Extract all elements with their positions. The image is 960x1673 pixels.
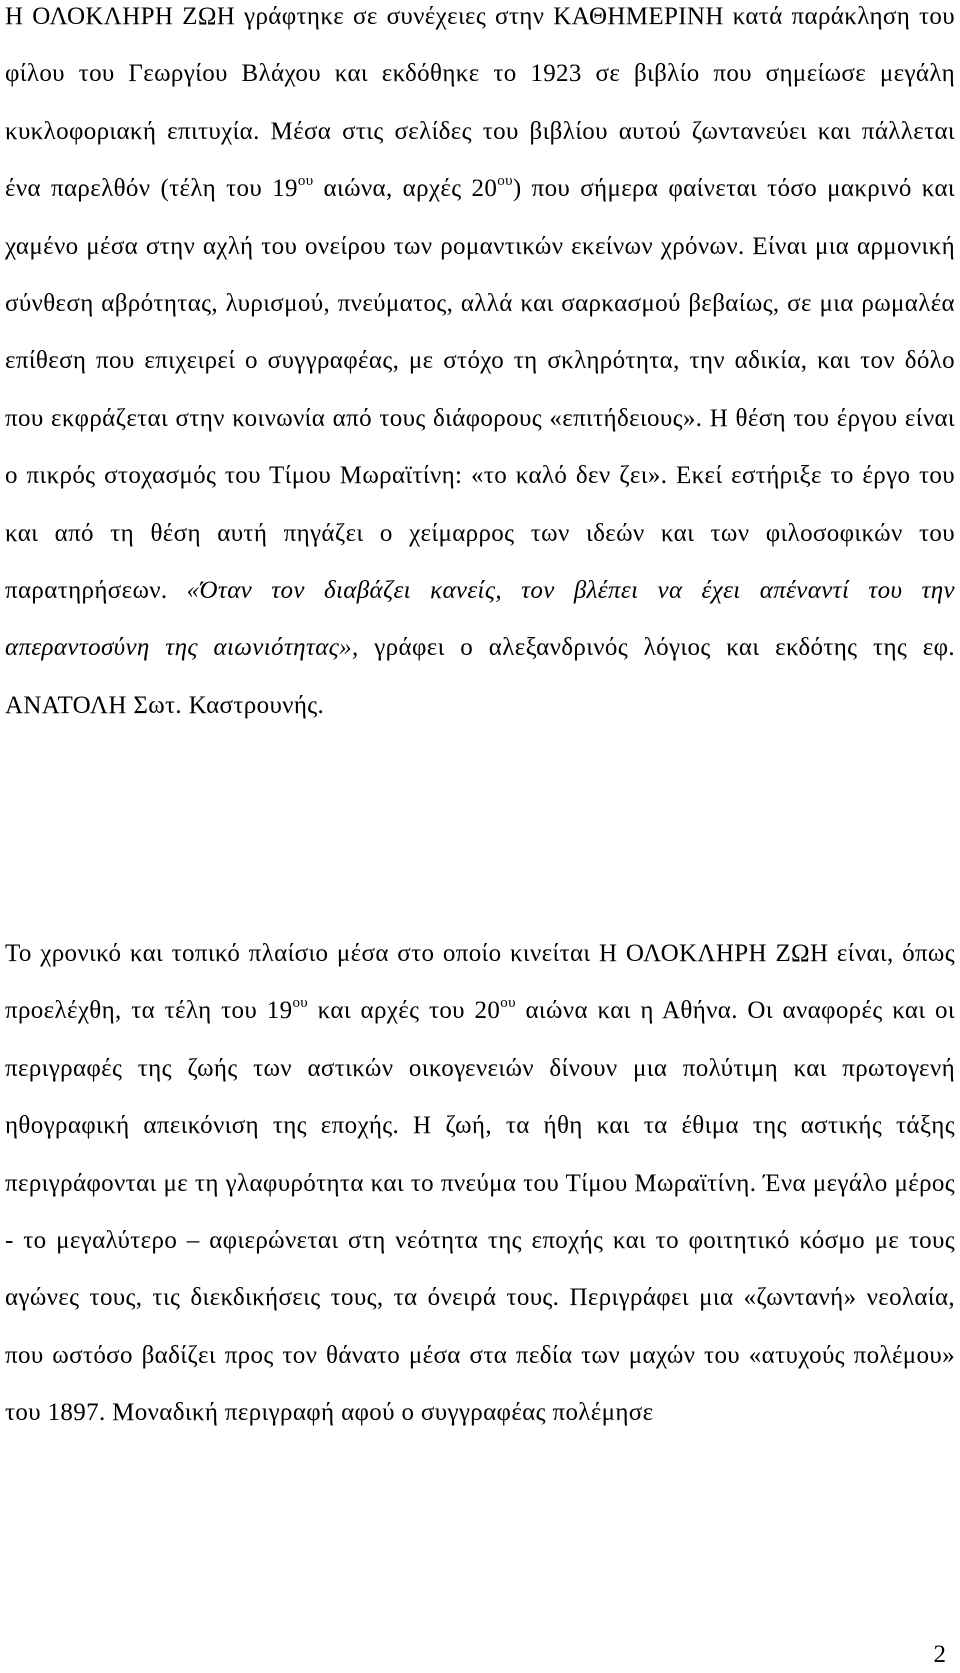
paragraph-text: αιώνα, αρχές 20 <box>313 175 498 203</box>
italic-quote: «Όταν τον διαβάζει κανείς, τον βλέπει να έχει απέναντί του την απεραντοσύνη της αιωνιότητας», <box>5 577 955 662</box>
ordinal-superscript: ου <box>497 173 513 190</box>
paragraph-context <box>5 925 955 1442</box>
paragraph-text: Το χρονικό και τοπικό πλαίσιο μέσα στο οποίο κινείται Η ΟΛΟΚΛΗΡΗ ΖΩΗ είναι, όπως προελέχθη, τα τέλη του 19 <box>5 940 955 1025</box>
paragraph-text: Η ΟΛΟΚΛΗΡΗ ΖΩΗ γράφτηκε σε συνέχειες στην ΚΑΘΗΜΕΡΙΝΗ κατά παράκληση του φίλου του Γεωργίου Βλάχου και εκδόθηκε το 1923 σε βιβλίο που σημείωσε μεγάλη κυκλοφοριακή επιτυχία. Μέσα στις σελίδες του βιβλίου αυτού ζωντανεύει και πάλλεται ένα παρελθόν (τέλη του 19 <box>5 3 955 203</box>
paragraph-text: αιώνα και η Αθήνα. Οι αναφορές και οι περιγραφές της ζωής των αστικών οικογενειών δίνουν μια πολύτιμη και πρωτογενή ηθογραφική απεικόνιση της εποχής. Η ζωή, τα ήθη και τα έθιμα της αστικής τάξης περιγράφονται με τη γλαφυρότητα και το πνεύμα του Τίμου Μωραϊτίνη. Ένα μεγάλο μέρος - το μεγαλύτερο – αφιερώνεται στη νεότητα της εποχής και το φοιτητικό κόσμο με τους αγώνες τους, τις διεκδικήσεις τους, τα όνειρά τους. Περιγράφει μια «ζωντανή» νεολαία, που ωστόσο βαδίζει προς τον θάνατο μέσα στα πεδία των μαχών του «ατυχούς πολέμου» του 1897. Μοναδική περιγραφή αφού ο συγγραφέας πολέμησε <box>5 997 955 1427</box>
ordinal-superscript: ου <box>297 173 314 190</box>
paragraph-text: ) που σήμερα φαίνεται τόσο μακρινό και χαμένο μέσα στην αχλή του ονείρου των ρομαντικών εκείνων χρόνων. Είναι μια αρμονική σύνθεση αβρότητας, λυρισμού, πνεύματος, αλλά και σαρκασμού βεβαίως, σε μια ρωμαλέα επίθεση που επιχειρεί ο συγγραφέας, με στόχο τη σκληρότητα, την αδικία, και τον δόλο που εκφράζεται στην κοινωνία από τους διάφορους «επιτήδειους». Η θέση του έργου είναι ο πικρός στοχασμός του Τίμου Μωραϊτίνη: «το καλό δεν ζει». Εκεί εστήριξε το έργο του και από τη θέση αυτή πηγάζει ο χείμαρρος των ιδεών και των φιλοσοφικών του παρατηρήσεων. <box>5 175 956 605</box>
ordinal-superscript: ου <box>292 995 309 1012</box>
paragraph-intro <box>5 0 955 734</box>
paragraph-text: γράφει ο αλεξανδρινός λόγιος και εκδότης της εφ. ΑΝΑΤΟΛΗ Σωτ. Καστρουνής. <box>5 634 955 719</box>
page-number: 2 <box>933 1641 946 1668</box>
ordinal-superscript: ου <box>500 995 516 1012</box>
paragraph-text: και αρχές του 20 <box>308 997 501 1025</box>
